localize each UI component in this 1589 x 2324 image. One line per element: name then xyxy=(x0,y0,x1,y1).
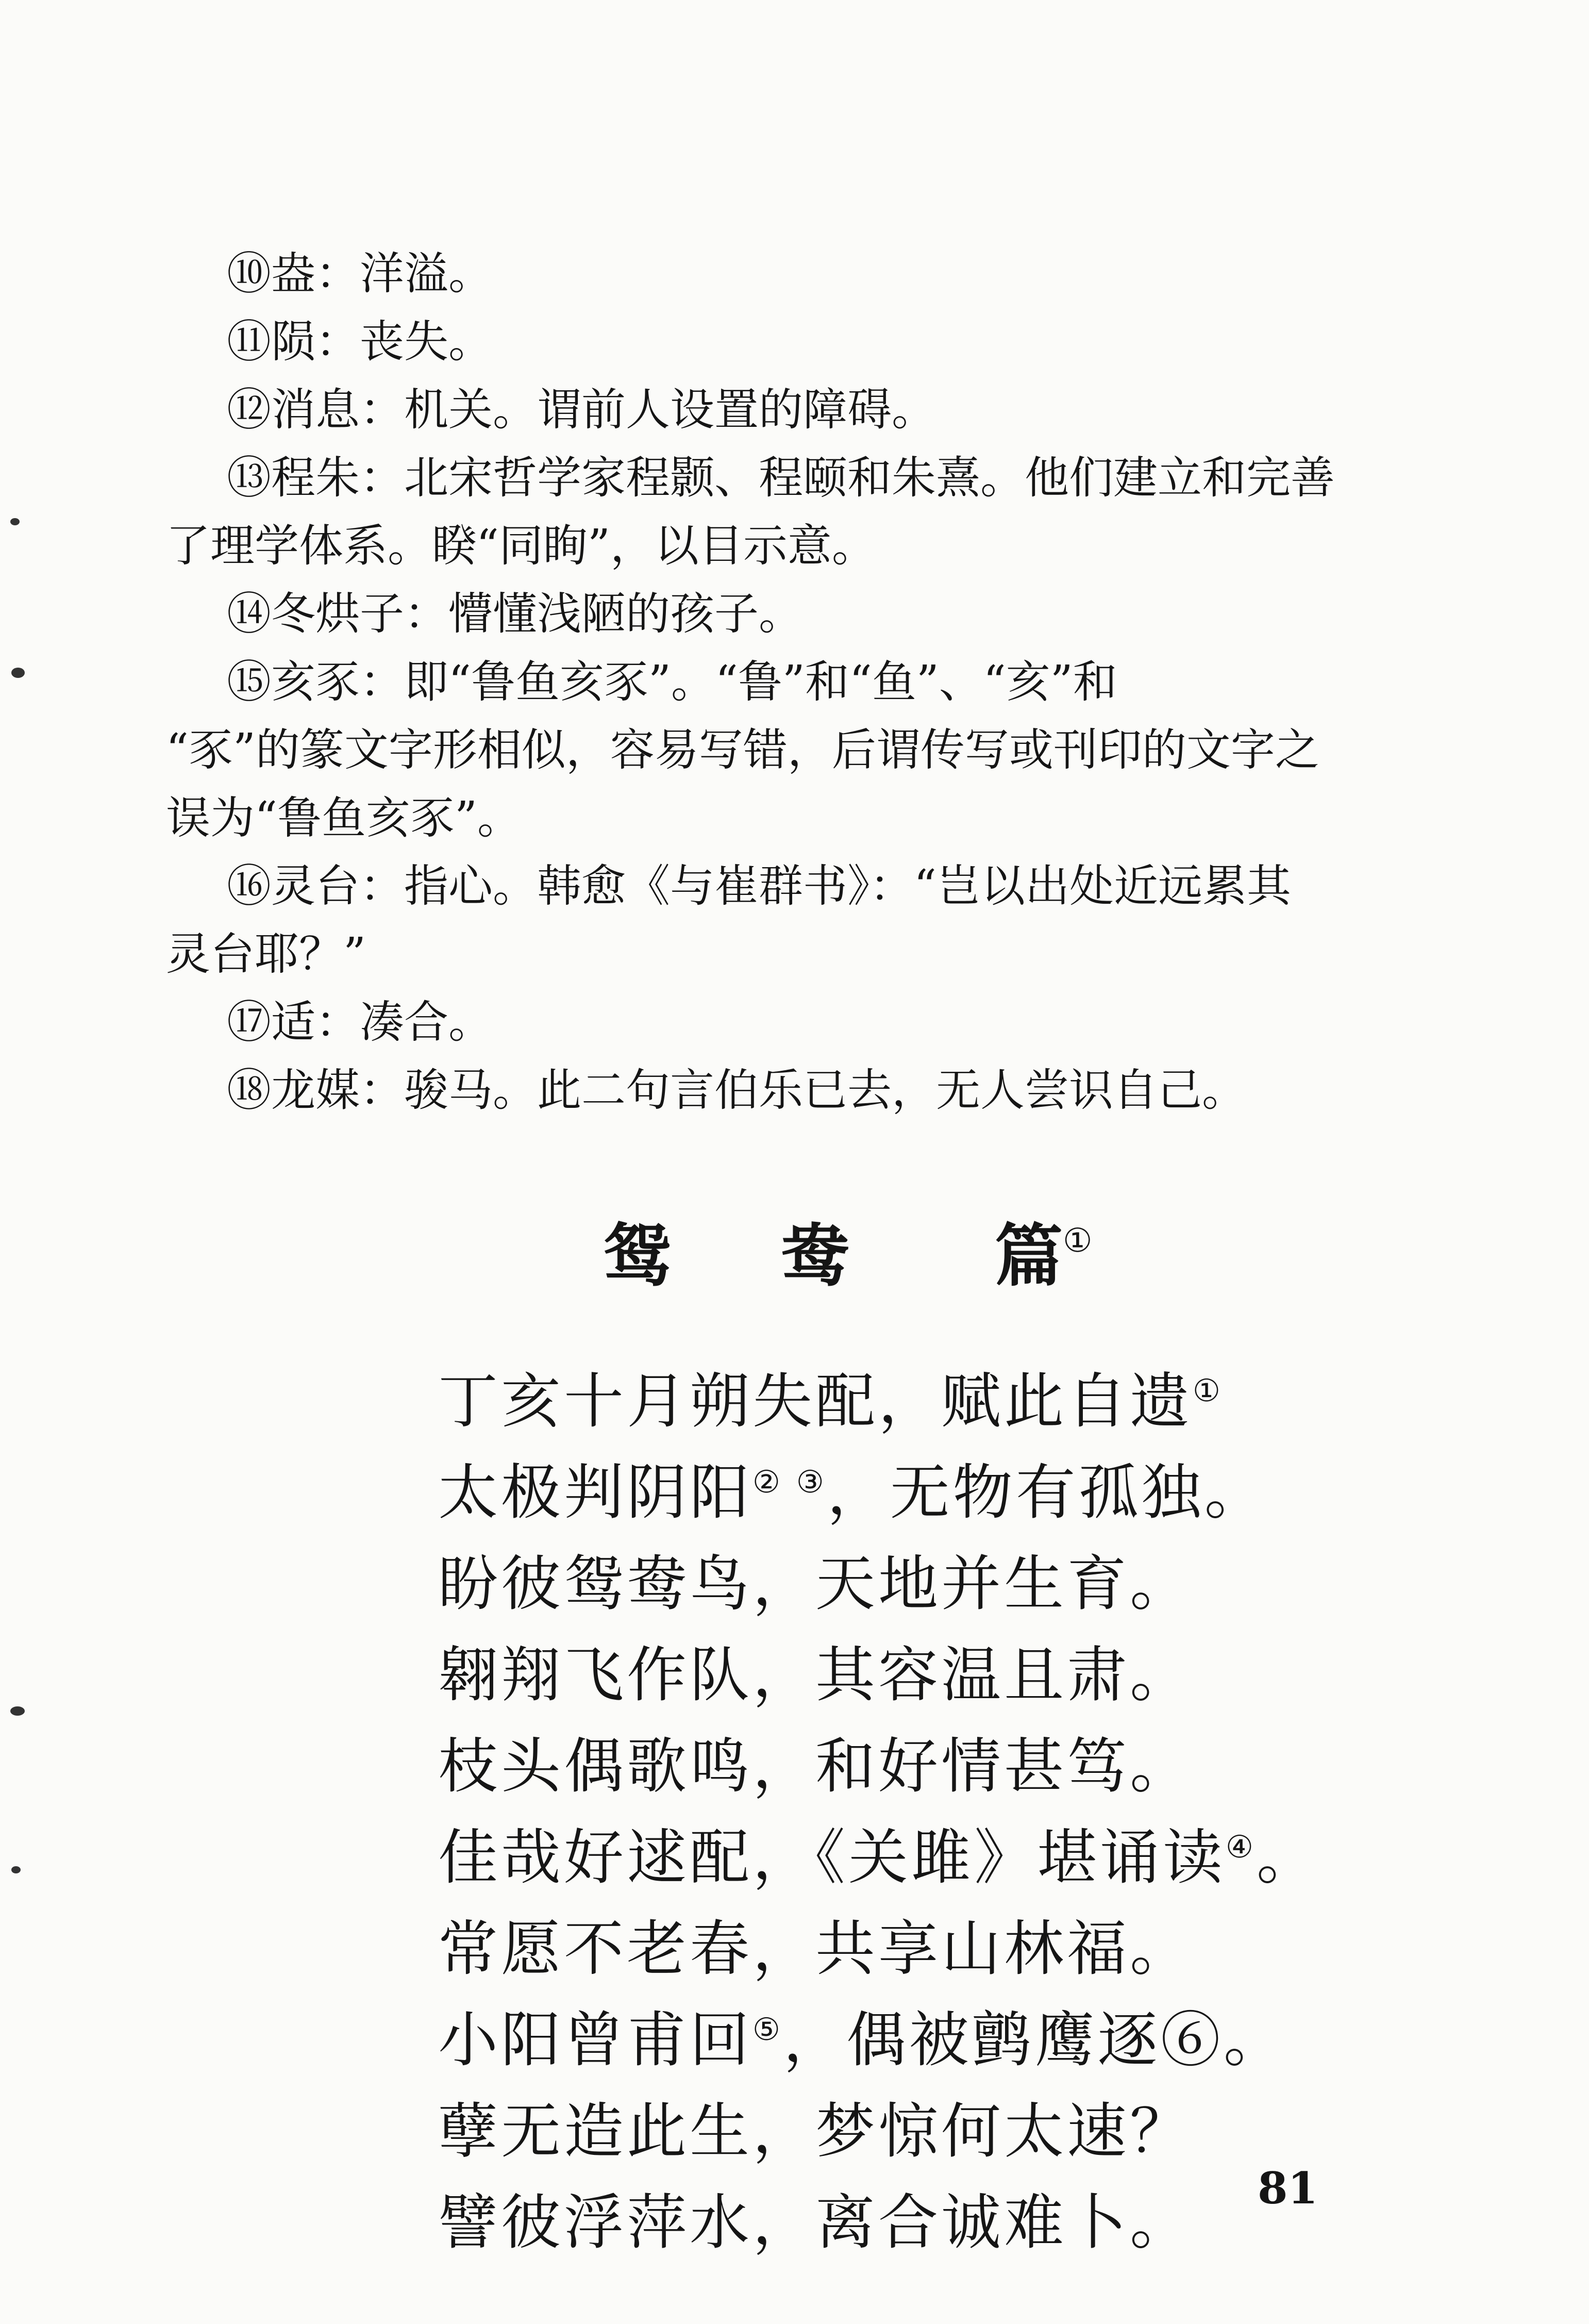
footnote-11: ⑪陨：丧失。 xyxy=(227,316,493,368)
title-char-1: 鸳 xyxy=(603,1217,671,1296)
footnote-12: ⑫消息：机关。谓前人设置的障碍。 xyxy=(227,384,936,436)
footnote-14: ⑭冬烘子：懵懂浅陋的孩子。 xyxy=(227,588,803,640)
poem-line: 盼彼鸳鸯鸟，天地并生育。 xyxy=(438,1549,1193,1619)
footnote-16: ⑯灵台：指心。韩愈《与崔群书》：“岂以出处近远累其 xyxy=(227,860,1291,912)
poem-line: 常愿不老春，共享山林福。 xyxy=(438,1914,1193,1984)
footnote-15-cont1: “豕”的篆文字形相似，容易写错，后谓传写或刊印的文字之 xyxy=(166,724,1319,776)
footnote-16-cont: 灵台耶？” xyxy=(166,928,366,980)
page-number: 81 xyxy=(1258,2163,1318,2214)
title-char-3: 篇① xyxy=(995,1217,1093,1296)
poem-line: 太极判阴阳② ③，无物有孤独。 xyxy=(438,1458,1267,1528)
footnotes xyxy=(166,240,1412,1124)
footnote-13-cont: 了理学体系。睽“同眴”，以目示意。 xyxy=(166,520,876,572)
scan-speck xyxy=(11,668,25,678)
title-footnote-mark: ① xyxy=(1063,1222,1093,1260)
footnote-17: ⑰适：凑合。 xyxy=(227,997,493,1048)
poem-line: 枝头偶歌鸣，和好情甚笃。 xyxy=(438,1732,1193,1801)
footnote-15-cont2: 误为“鲁鱼亥豕”。 xyxy=(166,792,522,844)
poem-line: 孽无造此生，梦惊何太速？ xyxy=(438,2097,1193,2166)
footnote-18: ⑱龙媒：骏马。此二句言伯乐已去，无人尝识自己。 xyxy=(227,1065,1246,1116)
title-char-2: 鸯 xyxy=(781,1217,849,1296)
footnote-13: ⑬程朱：北宋哲学家程颢、程颐和朱熹。他们建立和完善 xyxy=(227,452,1335,504)
scan-speck xyxy=(10,518,20,525)
scan-speck xyxy=(10,1706,25,1716)
poem-line: 翱翔飞作队，其容温且肃。 xyxy=(438,1640,1193,1710)
poem-line: 小阳曾甫回⑤，偶被鹯鹰逐⑥。 xyxy=(438,2005,1286,2075)
poem-line: 譬彼浮萍水，离合诚难卜。 xyxy=(438,2188,1193,2257)
scan-speck xyxy=(11,1866,21,1873)
poem-line: 佳哉好逑配，《关雎》堪诵读④。 xyxy=(438,1823,1319,1893)
footnote-10: ⑩盎：洋溢。 xyxy=(227,248,493,300)
footnote-15: ⑮亥豕：即“鲁鱼亥豕”。“鲁”和“鱼”、“亥”和 xyxy=(227,656,1117,708)
poem-body xyxy=(438,1351,1417,2263)
poem-line: 丁亥十月朔失配，赋此自遗① xyxy=(438,1367,1224,1436)
